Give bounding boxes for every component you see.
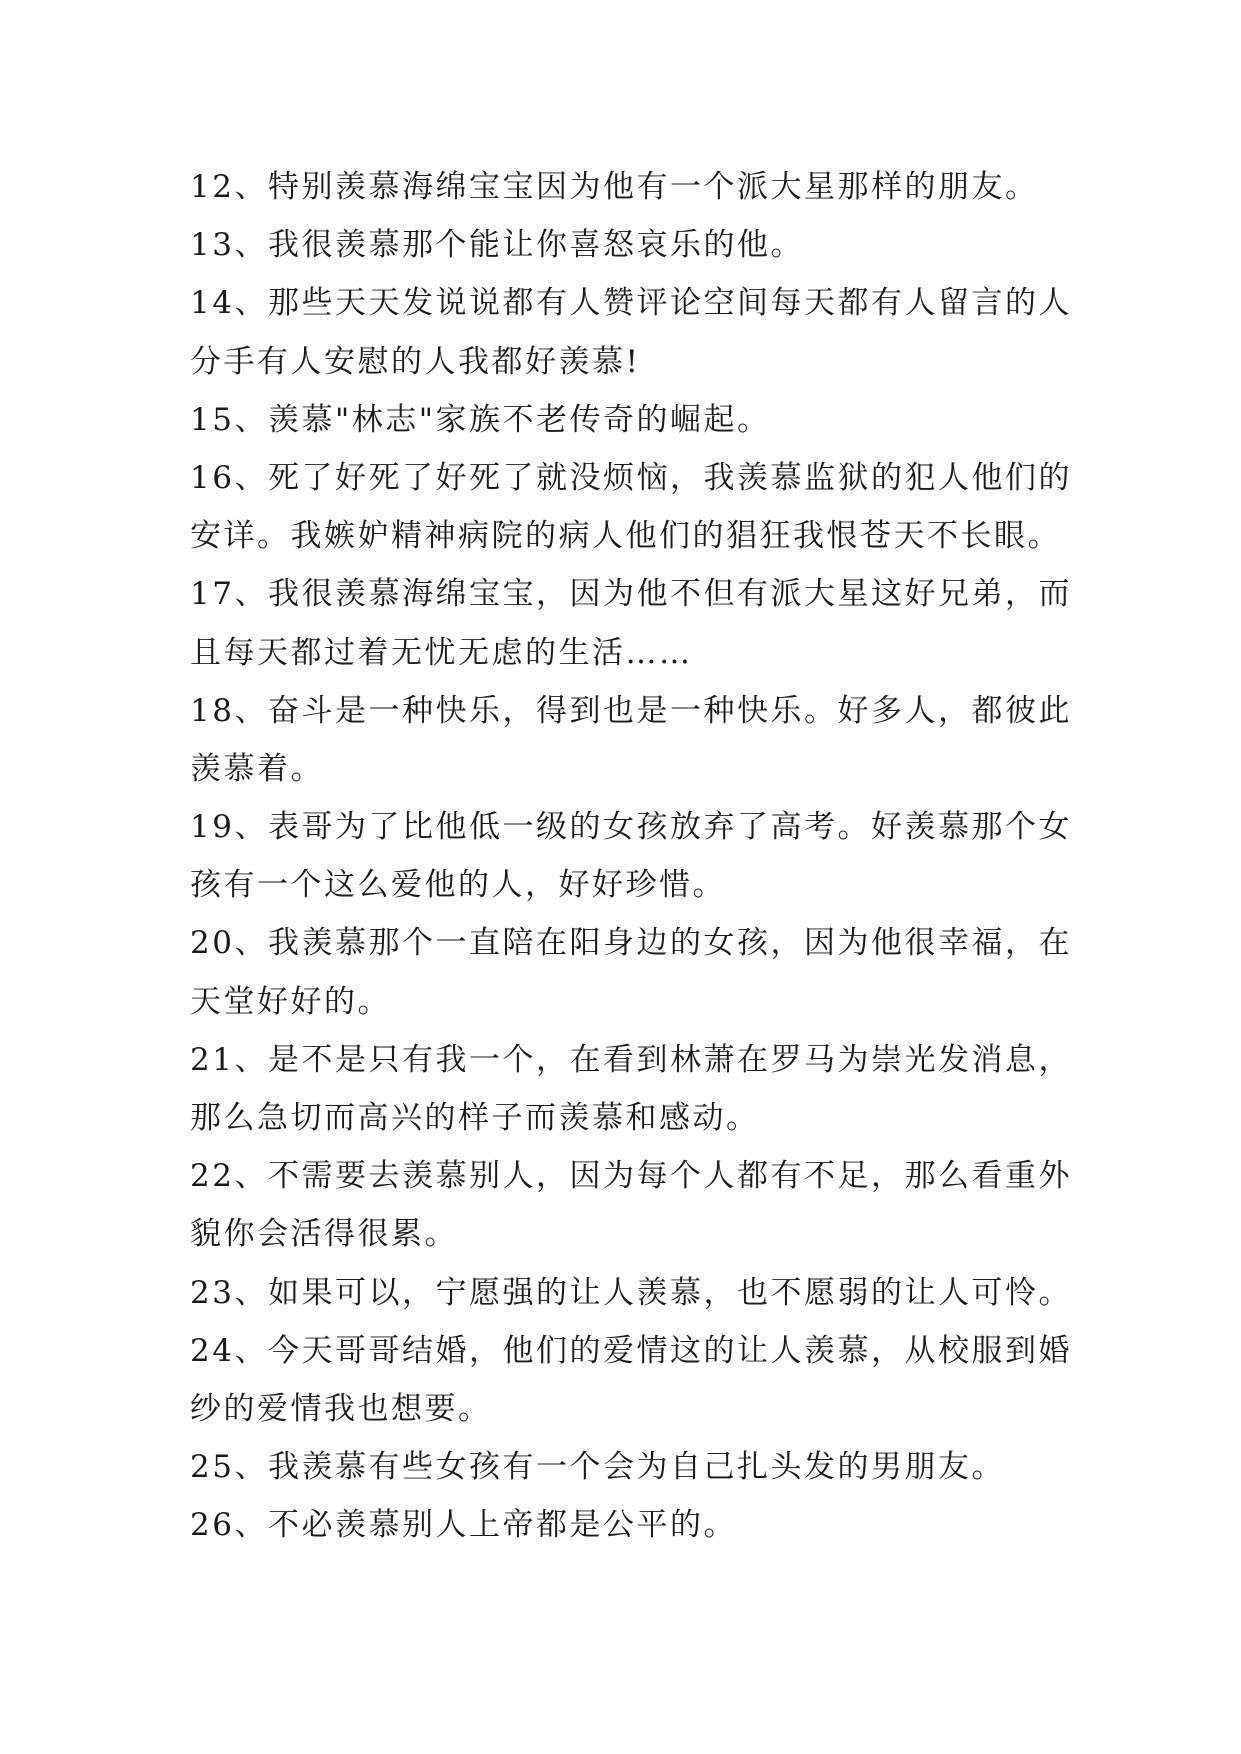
text-line: 18、奋斗是一种快乐，得到也是一种快乐。好多人，都彼此 xyxy=(190,692,1072,729)
text-line: 孩有一个这么爱他的人，好好珍惜。 xyxy=(190,867,726,904)
text-line: 纱的爱情我也想要。 xyxy=(190,1390,492,1427)
text-line: 且每天都过着无忧无虑的生活…… xyxy=(190,634,693,671)
text-line: 21、是不是只有我一个，在看到林萧在罗马为崇光发消息， xyxy=(190,1041,1072,1078)
text-line: 19、表哥为了比他低一级的女孩放弃了高考。好羡慕那个女 xyxy=(190,809,1072,846)
text-line: 安详。我嫉妒精神病院的病人他们的猖狂我恨苍天不长眼。 xyxy=(190,518,1061,555)
text-line: 22、不需要去羡慕别人，因为每个人都有不足，那么看重外 xyxy=(190,1158,1072,1195)
text-line: 12、特别羡慕海绵宝宝因为他有一个派大星那样的朋友。 xyxy=(190,169,1039,205)
text-line: 24、今天哥哥结婚，他们的爱情这的让人羡慕，从校服到婚 xyxy=(190,1332,1072,1369)
text-line: 20、我羡慕那个一直陪在阳身边的女孩，因为他很幸福，在 xyxy=(190,925,1072,962)
text-line: 23、如果可以，宁愿强的让人羡慕，也不愿弱的让人可怜。 xyxy=(190,1274,1072,1311)
text-line: 那么急切而高兴的样子而羡慕和感动。 xyxy=(190,1100,760,1136)
document-body xyxy=(190,158,1070,1555)
text-line: 貌你会活得很累。 xyxy=(190,1216,458,1253)
text-line: 26、不必羡慕别人上帝都是公平的。 xyxy=(190,1507,737,1544)
text-line: 16、死了好死了好死了就没烦恼，我羡慕监狱的犯人他们的 xyxy=(190,459,1072,496)
text-line: 天堂好好的。 xyxy=(190,983,391,1020)
text-line: 14、那些天天发说说都有人赞评论空间每天都有人留言的人 xyxy=(190,285,1072,322)
text-line: 25、我羡慕有些女孩有一个会为自己扎头发的男朋友。 xyxy=(190,1449,1005,1486)
text-line: 分手有人安慰的人我都好羡慕! xyxy=(190,343,641,380)
text-line: 羡慕着。 xyxy=(190,750,324,787)
text-line: 15、羡慕"林志"家族不老传奇的崛起。 xyxy=(190,401,771,438)
text-line: 13、我很羡慕那个能让你喜怒哀乐的他。 xyxy=(190,227,804,264)
text-line: 17、我很羡慕海绵宝宝，因为他不但有派大星这好兄弟，而 xyxy=(190,576,1072,613)
